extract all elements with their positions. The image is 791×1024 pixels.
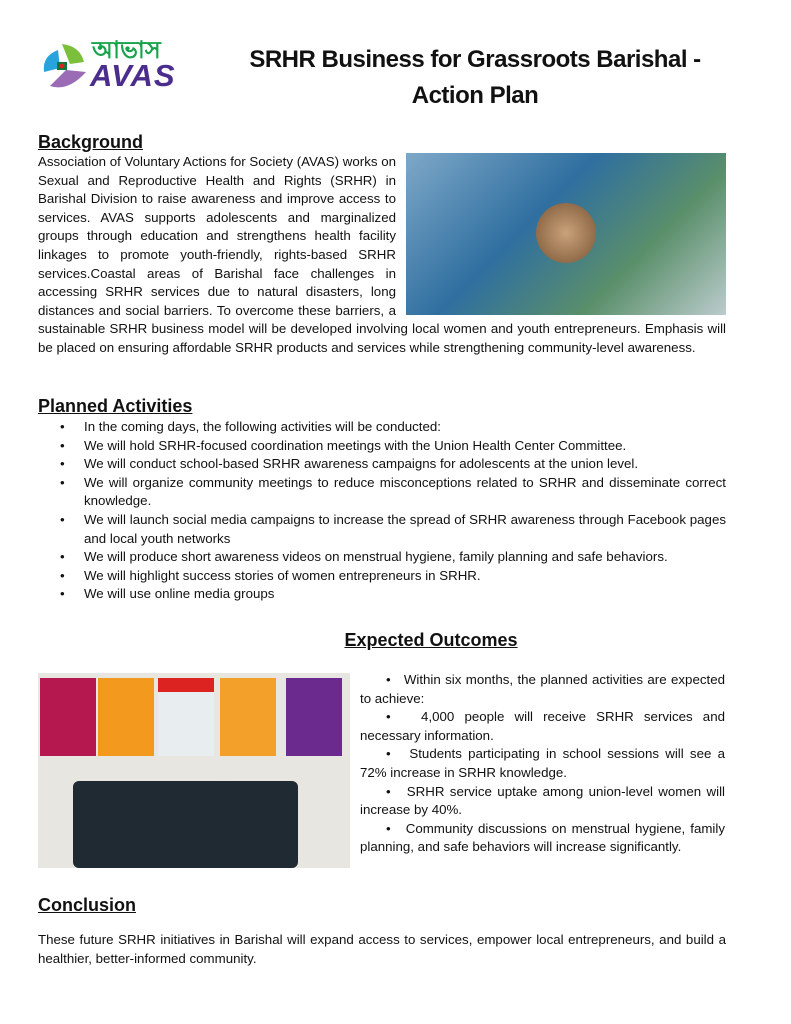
outcomes-heading: Expected Outcomes [344,630,518,650]
list-item: • We will organize community meetings to reduce misconceptions related to SRHR and disseminate correct knowledge. [38,474,726,511]
list-item: • We will produce short awareness videos on menstrual hygiene, family planning and safe behaviors. [38,548,726,567]
list-item: • We will hold SRHR-focused coordination meetings with the Union Health Center Committee. [38,437,726,456]
list-item: • We will highlight success stories of women entrepreneurs in SRHR. [38,567,726,586]
background-section [38,131,726,358]
list-item: • 4,000 people will receive SRHR services and necessary information. [360,709,725,743]
conclusion-section [38,894,726,968]
list-item: • Within six months, the planned activities are expected to achieve: [360,672,725,706]
hands-circle-photo [406,153,726,315]
list-item: • We will launch social media campaigns to increase the spread of SRHR awareness through Facebook pages and local youth networks [38,511,726,548]
list-item: • In the coming days, the following activities will be conducted: [38,418,726,437]
outcomes-list [360,671,725,857]
list-item: • SRHR service uptake among union-level women will increase by 40%. [360,783,725,818]
activities-heading: Planned Activities [38,396,193,416]
list-item: • We will use online media groups [38,585,726,604]
conclusion-text: These future SRHR initiatives in Barishal will expand access to services, empower local entrepreneurs, and build a healthier, better-informed community. [38,932,726,966]
activities-section [38,395,726,604]
background-text: Association of Voluntary Actions for Society (AVAS) works on Sexual and Reproductive Health and Rights (SRHR) in Barishal Division to raise awareness and improve access to services. AVAS supports adolescents and marginalized groups through education and strengthens health facility linkages to promote youth-friendly, rights-based SRHR services.Coastal areas of Barishal face challenges in accessing SRHR services due to natural disasters, long distances and social barriers. To overcome these barriers, a sustainable SRHR business model will be developed involving local women and youth entrepreneurs. Emphasis will be placed on ensuring affordable SRHR products and services while strengthening community-level awareness. [38,154,726,355]
page-title: SRHR Business for Grassroots Barishal - Action Plan [249,46,701,109]
conclusion-heading: Conclusion [38,895,136,915]
list-item: • Students participating in school sessions will see a 72% increase in SRHR knowledge. [360,746,725,780]
logo-emblem-icon [40,42,90,92]
background-heading: Background [38,132,144,152]
list-item: • Community discussions on menstrual hygiene, family planning, and safe behaviors will increase significantly. [360,820,725,855]
clinic-waiting-room-photo [38,673,350,868]
avas-logo: আভাস AVAS [40,38,212,88]
list-item: • We will conduct school-based SRHR awareness campaigns for adolescents at the union level. [38,455,726,474]
